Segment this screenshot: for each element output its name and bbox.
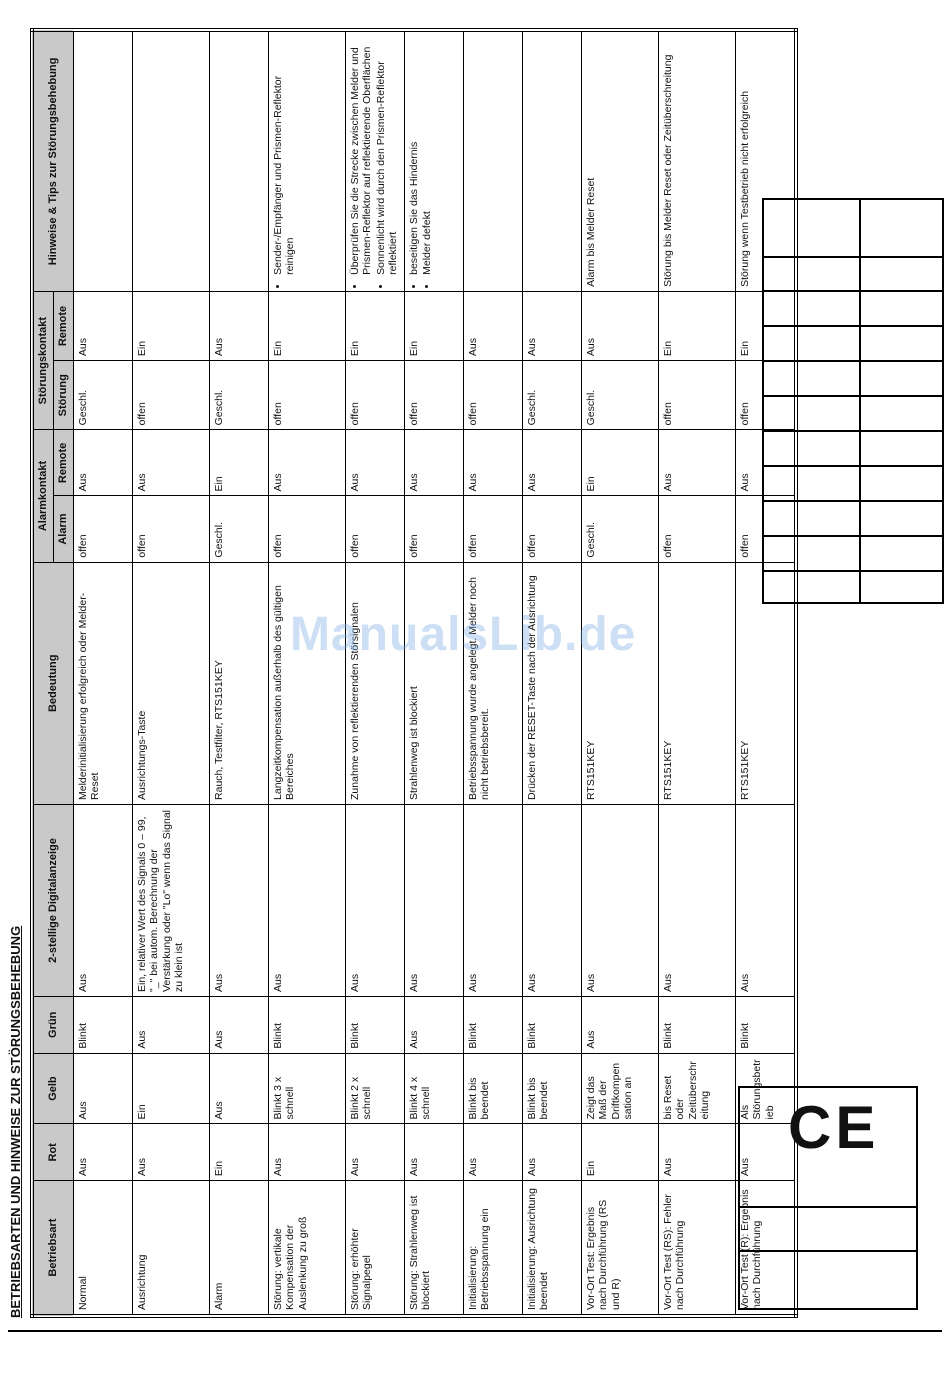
cell-gruen: Blinkt (268, 997, 345, 1054)
cell-remote1: Aus (658, 430, 735, 496)
tip-text: Störung wenn Testbetrieb nicht erfolgreich (738, 90, 751, 287)
tip-item: • Überprüfen Sie die Strecke zwischen Melder und Prismen-Reflektor auf reflektierende Oberflächen (349, 36, 374, 275)
cell-gelb: Als Störungsbetrieb (735, 1053, 796, 1124)
cell-bedeutung: RTS151KEY (735, 562, 796, 804)
grid-line (764, 256, 942, 258)
ce-box (738, 1086, 918, 1310)
cell-betriebsart: Vor-Ort Test (R): Ergebnis nach Durchführung (735, 1181, 796, 1316)
cell-hinweise (345, 30, 404, 291)
grid-line (764, 465, 942, 467)
cell-gelb: Blinkt bis beendet (463, 1053, 522, 1124)
cell-bedeutung: Betriebsspannung wurde angelegt. Melder noch nicht betriebsbereit. (463, 562, 522, 804)
header-remote-stoerung: Remote (53, 291, 73, 360)
table-row (73, 30, 132, 1316)
cell-digital: Aus (463, 804, 522, 996)
watermark: ManualsLib.de (290, 608, 637, 661)
rotated-page (8, 28, 776, 1318)
cell-hinweise (132, 30, 209, 291)
cell-betriebsart: Ausrichtung (132, 1181, 209, 1316)
cell-alarm: offen (268, 496, 345, 562)
header-gruen: Grün (32, 997, 73, 1054)
cell-bedeutung: Ausrichtungs-Taste (132, 562, 209, 804)
cell-betriebsart: Störung: Strahlenweg ist blockiert (404, 1181, 463, 1316)
table-row (522, 30, 581, 1316)
cell-bedeutung: RTS151KEY (581, 562, 658, 804)
grid-line (764, 535, 942, 537)
table-row (132, 30, 209, 1316)
header-hinweise: Hinweise & Tips zur Störungsbehebung (32, 30, 73, 291)
grid-line (764, 430, 942, 432)
cell-digital: Aus (73, 804, 132, 996)
cell-rot: Aus (345, 1124, 404, 1181)
cell-alarm: offen (73, 496, 132, 562)
cell-gelb: Aus (73, 1053, 132, 1124)
cell-hinweise (209, 30, 268, 291)
cell-betriebsart: Initialisierung: Betriebsspannung ein (463, 1181, 522, 1316)
cell-remote2: Ein (735, 291, 796, 360)
cell-rot: Aus (73, 1124, 132, 1181)
table-row (658, 30, 735, 1316)
cell-stoerung: Geschl. (209, 361, 268, 430)
cell-hinweise (581, 30, 658, 291)
cell-hinweise (463, 30, 522, 291)
cell-bedeutung: Strahlenweg ist blockiert (404, 562, 463, 804)
tip-text: Störung bis Melder Reset oder Zeitüberschreitung (661, 54, 674, 287)
table-row (268, 30, 345, 1316)
cell-stoerung: offen (132, 361, 209, 430)
cell-stoerung: offen (268, 361, 345, 430)
cell-alarm: offen (735, 496, 796, 562)
header-alarm: Alarm (53, 496, 73, 562)
cell-gelb: Blinkt 4 x schnell (404, 1053, 463, 1124)
cell-gelb: Ein (132, 1053, 209, 1124)
table-row (209, 30, 268, 1316)
tip-item: • Melder defekt (421, 36, 433, 275)
cell-stoerung: offen (345, 361, 404, 430)
cell-gelb: Blinkt bis beendet (522, 1053, 581, 1124)
ce-box-divider (740, 1250, 916, 1252)
cell-stoerung: Geschl. (581, 361, 658, 430)
cell-betriebsart: Vor-Ort Test (RS): Fehler nach Durchführung (658, 1181, 735, 1316)
tips-list (408, 36, 434, 287)
tips-list (349, 36, 400, 287)
cell-digital: Aus (735, 804, 796, 996)
cell-remote2: Ein (132, 291, 209, 360)
cell-betriebsart: Störung: vertikale Kompensation der Auslenkung zu groß (268, 1181, 345, 1316)
header-gelb: Gelb (32, 1053, 73, 1124)
cell-bedeutung: Melderinitialisierung erfolgreich oder Melder-Reset (73, 562, 132, 804)
cell-rot: Aus (268, 1124, 345, 1181)
header-bedeutung: Bedeutung (32, 562, 73, 804)
cell-remote1: Aus (132, 430, 209, 496)
cell-digital: Aus (404, 804, 463, 996)
ce-mark: CE (788, 1094, 880, 1161)
operating-modes-table (30, 28, 798, 1318)
cell-remote2: Ein (404, 291, 463, 360)
cell-remote1: Aus (404, 430, 463, 496)
header-alarmkontakt: Alarmkontakt (32, 430, 53, 562)
table-row (404, 30, 463, 1316)
header-stoerungskontakt: Störungskontakt (32, 291, 53, 430)
cell-remote1: Aus (345, 430, 404, 496)
cell-alarm: Geschl. (209, 496, 268, 562)
cell-remote2: Aus (522, 291, 581, 360)
cell-rot: Aus (522, 1124, 581, 1181)
cell-gruen: Blinkt (345, 997, 404, 1054)
cell-remote2: Aus (209, 291, 268, 360)
cell-remote1: Aus (735, 430, 796, 496)
cell-bedeutung: Drücken der RESET-Taste nach der Ausrichtung (522, 562, 581, 804)
cell-remote2: Aus (581, 291, 658, 360)
cell-digital: Aus (268, 804, 345, 996)
cell-remote1: Aus (522, 430, 581, 496)
grid-line (764, 360, 942, 362)
cell-gruen: Aus (581, 997, 658, 1054)
cell-hinweise (404, 30, 463, 291)
cell-stoerung: Geschl. (522, 361, 581, 430)
tip-item: • Sender-/Empfänger und Prismen-Reflektor reinigen (272, 36, 297, 275)
cell-alarm: offen (404, 496, 463, 562)
cell-remote1: Aus (268, 430, 345, 496)
cell-stoerung: Geschl. (73, 361, 132, 430)
cell-bedeutung: Langzeitkompensation außerhalb des gültigen Bereiches (268, 562, 345, 804)
header-digital: 2-stellige Digitalanzeige (32, 804, 73, 996)
grid-line (764, 325, 942, 327)
cell-rot: Aus (735, 1124, 796, 1181)
cell-rot: Ein (581, 1124, 658, 1181)
cell-betriebsart: Normal (73, 1181, 132, 1316)
bottom-rule (8, 1330, 942, 1332)
cell-remote2: Ein (268, 291, 345, 360)
cell-digital: Aus (209, 804, 268, 996)
cell-remote2: Ein (658, 291, 735, 360)
cell-gruen: Aus (404, 997, 463, 1054)
tip-item: • Sonnenlicht wird durch den Prismen-Reflektor reflektiert (375, 36, 400, 275)
cell-stoerung: offen (658, 361, 735, 430)
cell-rot: Aus (132, 1124, 209, 1181)
cell-betriebsart: Alarm (209, 1181, 268, 1316)
cell-alarm: offen (522, 496, 581, 562)
table-body (73, 30, 796, 1316)
cell-hinweise (658, 30, 735, 291)
cell-remote2: Ein (345, 291, 404, 360)
cell-alarm: offen (658, 496, 735, 562)
cell-digital: Aus (658, 804, 735, 996)
cell-alarm: offen (345, 496, 404, 562)
cell-hinweise (73, 30, 132, 291)
cell-gruen: Aus (132, 997, 209, 1054)
cell-remote2: Aus (73, 291, 132, 360)
cell-alarm: Geschl. (581, 496, 658, 562)
grid-line (764, 570, 942, 572)
cell-alarm: offen (132, 496, 209, 562)
cell-rot: Aus (463, 1124, 522, 1181)
grid-line (764, 500, 942, 502)
cell-rot: Aus (658, 1124, 735, 1181)
table-row (581, 30, 658, 1316)
header-rot: Rot (32, 1124, 73, 1181)
tips-list (272, 36, 297, 287)
cell-stoerung: offen (463, 361, 522, 430)
cell-gruen: Blinkt (658, 997, 735, 1054)
grid-line (764, 290, 942, 292)
table-row (463, 30, 522, 1316)
cell-alarm: offen (463, 496, 522, 562)
cell-bedeutung: Rauch, Testfilter, RTS151KEY (209, 562, 268, 804)
cell-gruen: Blinkt (735, 997, 796, 1054)
cell-rot: Aus (404, 1124, 463, 1181)
cell-gruen: Blinkt (73, 997, 132, 1054)
cell-gruen: Aus (209, 997, 268, 1054)
header-stoerung: Störung (53, 361, 73, 430)
cell-gelb: Blinkt 3 x schnell (268, 1053, 345, 1124)
cell-digital: Aus (522, 804, 581, 996)
cell-stoerung: offen (735, 361, 796, 430)
cell-remote1: Ein (209, 430, 268, 496)
page-heading: BETRIEBSARTEN UND HINWEISE ZUR STÖRUNGSBEHEBUNG (8, 925, 23, 1318)
tip-item: • beseitigen Sie das Hindernis (408, 36, 420, 275)
cell-betriebsart: Vor-Ort Test: Ergebnis nach Durchführung (RS und R) (581, 1181, 658, 1316)
cell-betriebsart: Initialisierung: Ausrichtung beendet (522, 1181, 581, 1316)
cell-gelb: Blinkt 2 x schnell (345, 1053, 404, 1124)
header-betriebsart: Betriebsart (32, 1181, 73, 1316)
cell-gelb: Zeigt das Maß der Driftkompensation an (581, 1053, 658, 1124)
cell-remote1: Aus (463, 430, 522, 496)
empty-grid-box (762, 198, 944, 604)
cell-gelb: Aus (209, 1053, 268, 1124)
ce-box-divider (740, 1206, 916, 1208)
cell-remote2: Aus (463, 291, 522, 360)
cell-gruen: Blinkt (463, 997, 522, 1054)
cell-hinweise (522, 30, 581, 291)
cell-remote1: Ein (581, 430, 658, 496)
cell-bedeutung: Zunahme von reflektierenden Störsignalen (345, 562, 404, 804)
cell-betriebsart: Störung: erhöhter Signalpegel (345, 1181, 404, 1316)
header-remote-alarm: Remote (53, 430, 73, 496)
cell-remote1: Aus (73, 430, 132, 496)
cell-rot: Ein (209, 1124, 268, 1181)
cell-bedeutung: RTS151KEY (658, 562, 735, 804)
cell-digital: Aus (581, 804, 658, 996)
tip-text: Alarm bis Melder Reset (584, 177, 597, 287)
cell-stoerung: offen (404, 361, 463, 430)
cell-gelb: bis Reset oder Zeitüberschreitung (658, 1053, 735, 1124)
cell-digital: Aus (345, 804, 404, 996)
cell-gruen: Blinkt (522, 997, 581, 1054)
grid-divider (859, 200, 861, 602)
cell-digital: Ein, relativer Wert des Signals 0 – 99, "_" bei autom. Berechnung der Verstärkung oder "Lo" wenn das Signal zu klein ist (132, 804, 209, 996)
cell-hinweise (268, 30, 345, 291)
grid-line (764, 395, 942, 397)
table-row (345, 30, 404, 1316)
